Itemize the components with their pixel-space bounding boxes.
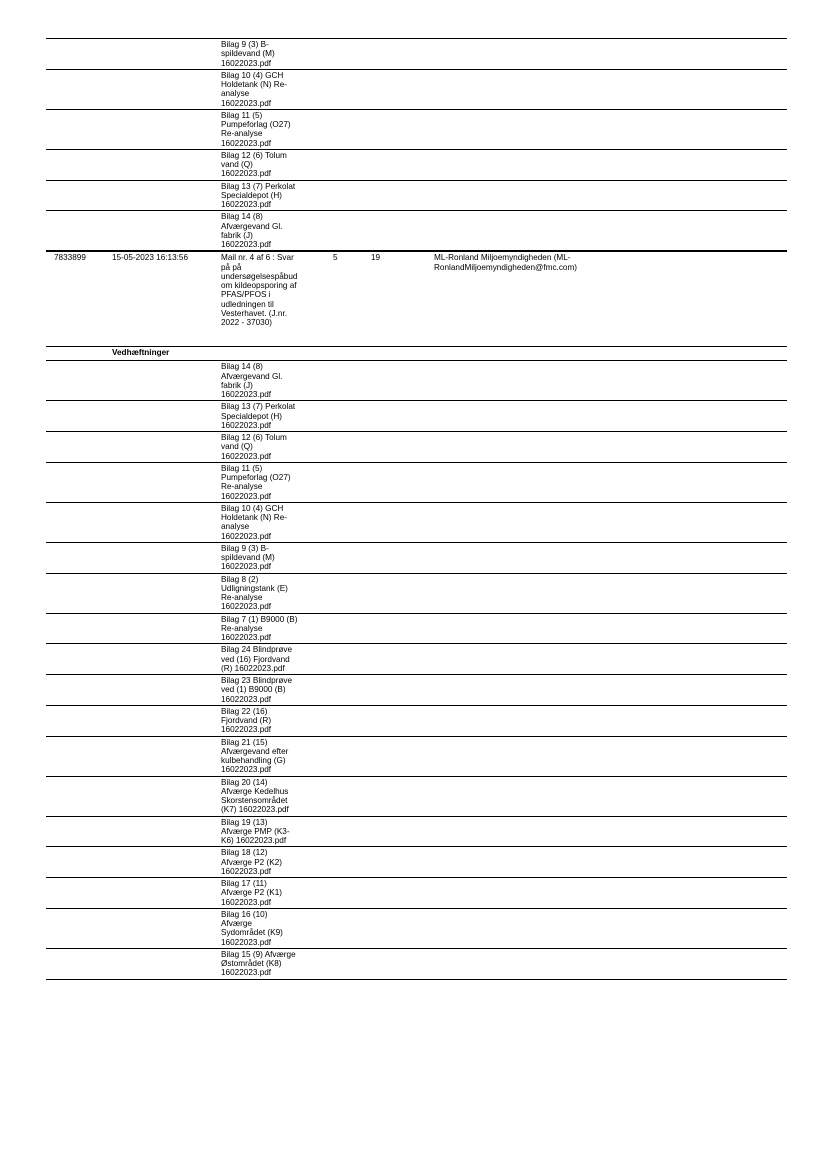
attachment-row bbox=[46, 908, 787, 948]
attachment-row bbox=[46, 613, 787, 644]
attachment-name-line: 16022023.pdf bbox=[221, 58, 272, 68]
attachment-name bbox=[221, 212, 321, 249]
attachment-name-line: Re-analyse bbox=[221, 593, 263, 602]
attachment-name bbox=[221, 575, 321, 612]
attachments-header-row bbox=[46, 346, 787, 360]
attachment-name-line: 16022023.pdf bbox=[221, 765, 272, 775]
attachment-row bbox=[46, 542, 787, 573]
attachment-name-line: Bilag 12 (6) Tolum bbox=[221, 433, 287, 442]
attachment-name bbox=[221, 433, 321, 461]
attachment-name-line: K6) 16022023.pdf bbox=[221, 836, 287, 845]
attachment-name-line: Afværgevand Gl. bbox=[221, 221, 283, 231]
attachment-name-line: vand (Q) bbox=[221, 160, 253, 169]
attachment-name bbox=[221, 778, 321, 815]
attachment-name bbox=[221, 71, 321, 108]
attachment-name-line: Afværge Kedelhus bbox=[221, 786, 289, 796]
attachment-name-line: Fjordvand (R) bbox=[221, 716, 272, 725]
attachment-row bbox=[46, 674, 787, 705]
attachment-name bbox=[221, 848, 321, 876]
attachment-name bbox=[221, 818, 321, 846]
mail-count-1: 5 bbox=[333, 253, 338, 263]
attachment-name-line: 16022023.pdf bbox=[221, 169, 272, 179]
subject-line: PFAS/PFOS i bbox=[221, 290, 271, 300]
attachment-name-line: fabrik (J) bbox=[221, 230, 253, 240]
attachment-name-line: Udligningstank (E) bbox=[221, 583, 288, 593]
attachment-name-line: 16022023.pdf bbox=[221, 531, 272, 541]
attachment-name-line: Bilag 15 (9) Afværge bbox=[221, 949, 296, 959]
attachment-name-line: Bilag 16 (10) bbox=[221, 909, 268, 919]
attachment-name bbox=[221, 738, 321, 775]
subject-line: på på bbox=[221, 262, 242, 272]
attachment-name-line: Holdetank (N) Re- bbox=[221, 513, 287, 522]
attachment-name-line: Bilag 14 (8) bbox=[221, 362, 263, 372]
attachment-row bbox=[46, 502, 787, 542]
attachment-name-line: Bilag 20 (14) bbox=[221, 777, 268, 787]
attachment-name-line: Bilag 9 (3) B- bbox=[221, 40, 269, 49]
attachment-name-line: Skorstensområdet bbox=[221, 796, 288, 805]
attachment-name bbox=[221, 645, 321, 673]
attachment-name-line: 16022023.pdf bbox=[221, 897, 272, 907]
attachment-name-line: vand (Q) bbox=[221, 442, 253, 452]
attachment-name-line: Afværge P2 (K2) bbox=[221, 857, 282, 867]
attachment-name-line: Bilag 21 (15) bbox=[221, 737, 268, 747]
attachment-name bbox=[221, 676, 321, 704]
attachment-row bbox=[46, 210, 787, 251]
attachment-name-line: 16022023.pdf bbox=[221, 240, 272, 249]
attachment-name-line: Re-analyse bbox=[221, 482, 263, 492]
sender-line: RonlandMiljoemyndigheden@fmc.com) bbox=[434, 262, 578, 272]
attachment-row bbox=[46, 736, 787, 776]
attachment-name bbox=[221, 950, 321, 978]
attachment-name-line: Specialdepot (H) bbox=[221, 411, 282, 421]
attachment-name-line: Pumpeforlag (O27) bbox=[221, 120, 291, 129]
attachment-name-line: Bilag 13 (7) Perkolat bbox=[221, 181, 296, 191]
attachment-row bbox=[46, 948, 787, 980]
attachment-name-line: Bilag 23 Blindprøve bbox=[221, 676, 292, 685]
attachment-name bbox=[221, 151, 321, 179]
attachment-name-line: Re-analyse bbox=[221, 129, 263, 139]
attachment-name bbox=[221, 464, 321, 501]
attachment-row bbox=[46, 431, 787, 462]
attachment-name-line: Specialdepot (H) bbox=[221, 190, 282, 200]
attachment-name-line: analyse bbox=[221, 522, 250, 532]
attachment-name-line: 16022023.pdf bbox=[221, 866, 272, 876]
document-page bbox=[46, 38, 787, 980]
attachment-name bbox=[221, 910, 321, 947]
attachment-name-line: 16022023.pdf bbox=[221, 200, 272, 209]
attachment-name-line: fabrik (J) bbox=[221, 380, 253, 390]
attachment-name-line: Bilag 11 (5) bbox=[221, 463, 263, 473]
subject-line: Mail nr. 4 af 6 : Svar bbox=[221, 253, 294, 263]
attachment-name bbox=[221, 504, 321, 541]
attachment-name-line: Holdetank (N) Re- bbox=[221, 80, 287, 89]
attachment-name bbox=[221, 615, 321, 643]
attachment-name-line: ved (1) B9000 (B) bbox=[221, 685, 286, 695]
attachment-name-line: Afværge P2 (K1) bbox=[221, 888, 282, 898]
attachment-name-line: Bilag 18 (12) bbox=[221, 848, 268, 858]
mail-count-2: 19 bbox=[371, 253, 381, 263]
attachment-row bbox=[46, 149, 787, 180]
attachment-row bbox=[46, 360, 787, 400]
attachment-name-line: Bilag 12 (6) Tolum bbox=[221, 150, 287, 160]
sender-line: ML-Ronland Miljoemyndigheden (ML- bbox=[434, 253, 571, 263]
attachment-name-line: Bilag 11 (5) bbox=[221, 110, 263, 120]
attachment-name-line: Sydområdet (K9) bbox=[221, 928, 283, 938]
attachment-row bbox=[46, 38, 787, 69]
attachment-row bbox=[46, 180, 787, 211]
attachment-name-line: Bilag 13 (7) Perkolat bbox=[221, 402, 296, 412]
attachment-name-line: Bilag 17 (11) bbox=[221, 879, 267, 888]
attachment-name-line: (R) 16022023.pdf bbox=[221, 663, 285, 673]
attachment-name-line: Bilag 22 (16) bbox=[221, 706, 268, 716]
attachment-name-line: 16022023.pdf bbox=[221, 390, 272, 399]
attachment-name bbox=[221, 182, 321, 210]
attachment-name-line: Østområdet (K8) bbox=[221, 959, 282, 968]
subject-line: Vesterhavet. (J.nr. bbox=[221, 308, 287, 318]
attachment-name-line: Bilag 10 (4) GCH bbox=[221, 503, 284, 513]
attachment-name-line: Bilag 7 (1) B9000 (B) bbox=[221, 614, 298, 624]
attachment-name-line: 16022023.pdf bbox=[221, 138, 272, 148]
mail-id: 7833899 bbox=[54, 253, 86, 263]
attachment-name-line: Afværge PMP (K3- bbox=[221, 826, 290, 836]
attachment-row bbox=[46, 776, 787, 816]
attachment-row bbox=[46, 705, 787, 736]
subject-line: undersøgelsespåbud bbox=[221, 271, 298, 281]
attachment-name-line: spildevand (M) bbox=[221, 553, 275, 562]
attachment-row bbox=[46, 400, 787, 431]
attachment-name-line: 16022023.pdf bbox=[221, 98, 272, 108]
attachment-row bbox=[46, 462, 787, 502]
attachment-name bbox=[221, 879, 321, 907]
attachment-name-line: Afværgevand efter bbox=[221, 746, 289, 756]
attachment-name bbox=[221, 40, 321, 68]
mail-sender bbox=[434, 253, 734, 272]
attachment-row bbox=[46, 816, 787, 847]
attachment-name-line: Bilag 10 (4) GCH bbox=[221, 70, 284, 80]
attachment-name-line: 16022023.pdf bbox=[221, 968, 272, 978]
attachments-header: Vedhæftninger bbox=[112, 348, 170, 358]
attachment-name-line: Re-analyse bbox=[221, 623, 263, 633]
attachment-name-line: kulbehandling (G) bbox=[221, 756, 286, 765]
attachment-name-line: Bilag 9 (3) B- bbox=[221, 543, 269, 553]
attachment-name-line: 16022023.pdf bbox=[221, 451, 272, 461]
attachment-name-line: 16022023.pdf bbox=[221, 602, 272, 612]
attachment-name-line: Bilag 24 Blindprøve bbox=[221, 645, 292, 655]
attachment-row bbox=[46, 109, 787, 149]
mail-datetime: 15-05-2023 16:13:56 bbox=[112, 253, 189, 263]
attachment-name-line: 16022023.pdf bbox=[221, 491, 272, 501]
attachment-row bbox=[46, 877, 787, 908]
attachment-name-line: Bilag 19 (13) bbox=[221, 817, 268, 827]
attachment-row bbox=[46, 846, 787, 877]
attachment-name-line: analyse bbox=[221, 89, 250, 99]
attachment-name-line: Bilag 8 (2) bbox=[221, 574, 259, 584]
attachment-name bbox=[221, 402, 321, 430]
attachment-name-line: 16022023.pdf bbox=[221, 562, 272, 572]
attachment-name-line: 16022023.pdf bbox=[221, 725, 272, 735]
attachment-name-line: spildevand (M) bbox=[221, 49, 275, 59]
attachment-name-line: Bilag 14 (8) bbox=[221, 212, 263, 222]
attachment-name-line: 16022023.pdf bbox=[221, 694, 272, 704]
top-attachment-rows bbox=[46, 38, 787, 251]
subject-line: udledningen til bbox=[221, 299, 274, 309]
attachment-name bbox=[221, 707, 321, 735]
attachment-name bbox=[221, 362, 321, 399]
subject-line: 2022 - 37030) bbox=[221, 318, 272, 327]
attachment-row bbox=[46, 573, 787, 613]
attachment-name bbox=[221, 111, 321, 148]
attachment-name bbox=[221, 544, 321, 572]
attachment-row bbox=[46, 69, 787, 109]
attachment-name-line: (K7) 16022023.pdf bbox=[221, 805, 289, 815]
attachment-name-line: Afværgevand Gl. bbox=[221, 371, 283, 381]
attachment-name-line: Afværge bbox=[221, 919, 252, 928]
attachment-name-line: 16022023.pdf bbox=[221, 420, 272, 430]
attachment-row bbox=[46, 643, 787, 674]
attachment-name-line: 16022023.pdf bbox=[221, 937, 272, 947]
attachment-rows bbox=[46, 360, 787, 979]
attachment-name-line: Pumpeforlag (O27) bbox=[221, 473, 291, 482]
mail-subject bbox=[221, 253, 321, 327]
mail-row bbox=[46, 251, 787, 346]
attachment-name-line: ved (16) Fjordvand bbox=[221, 654, 290, 664]
attachment-name-line: 16022023.pdf bbox=[221, 633, 272, 642]
subject-line: om kildeopsporing af bbox=[221, 281, 297, 290]
